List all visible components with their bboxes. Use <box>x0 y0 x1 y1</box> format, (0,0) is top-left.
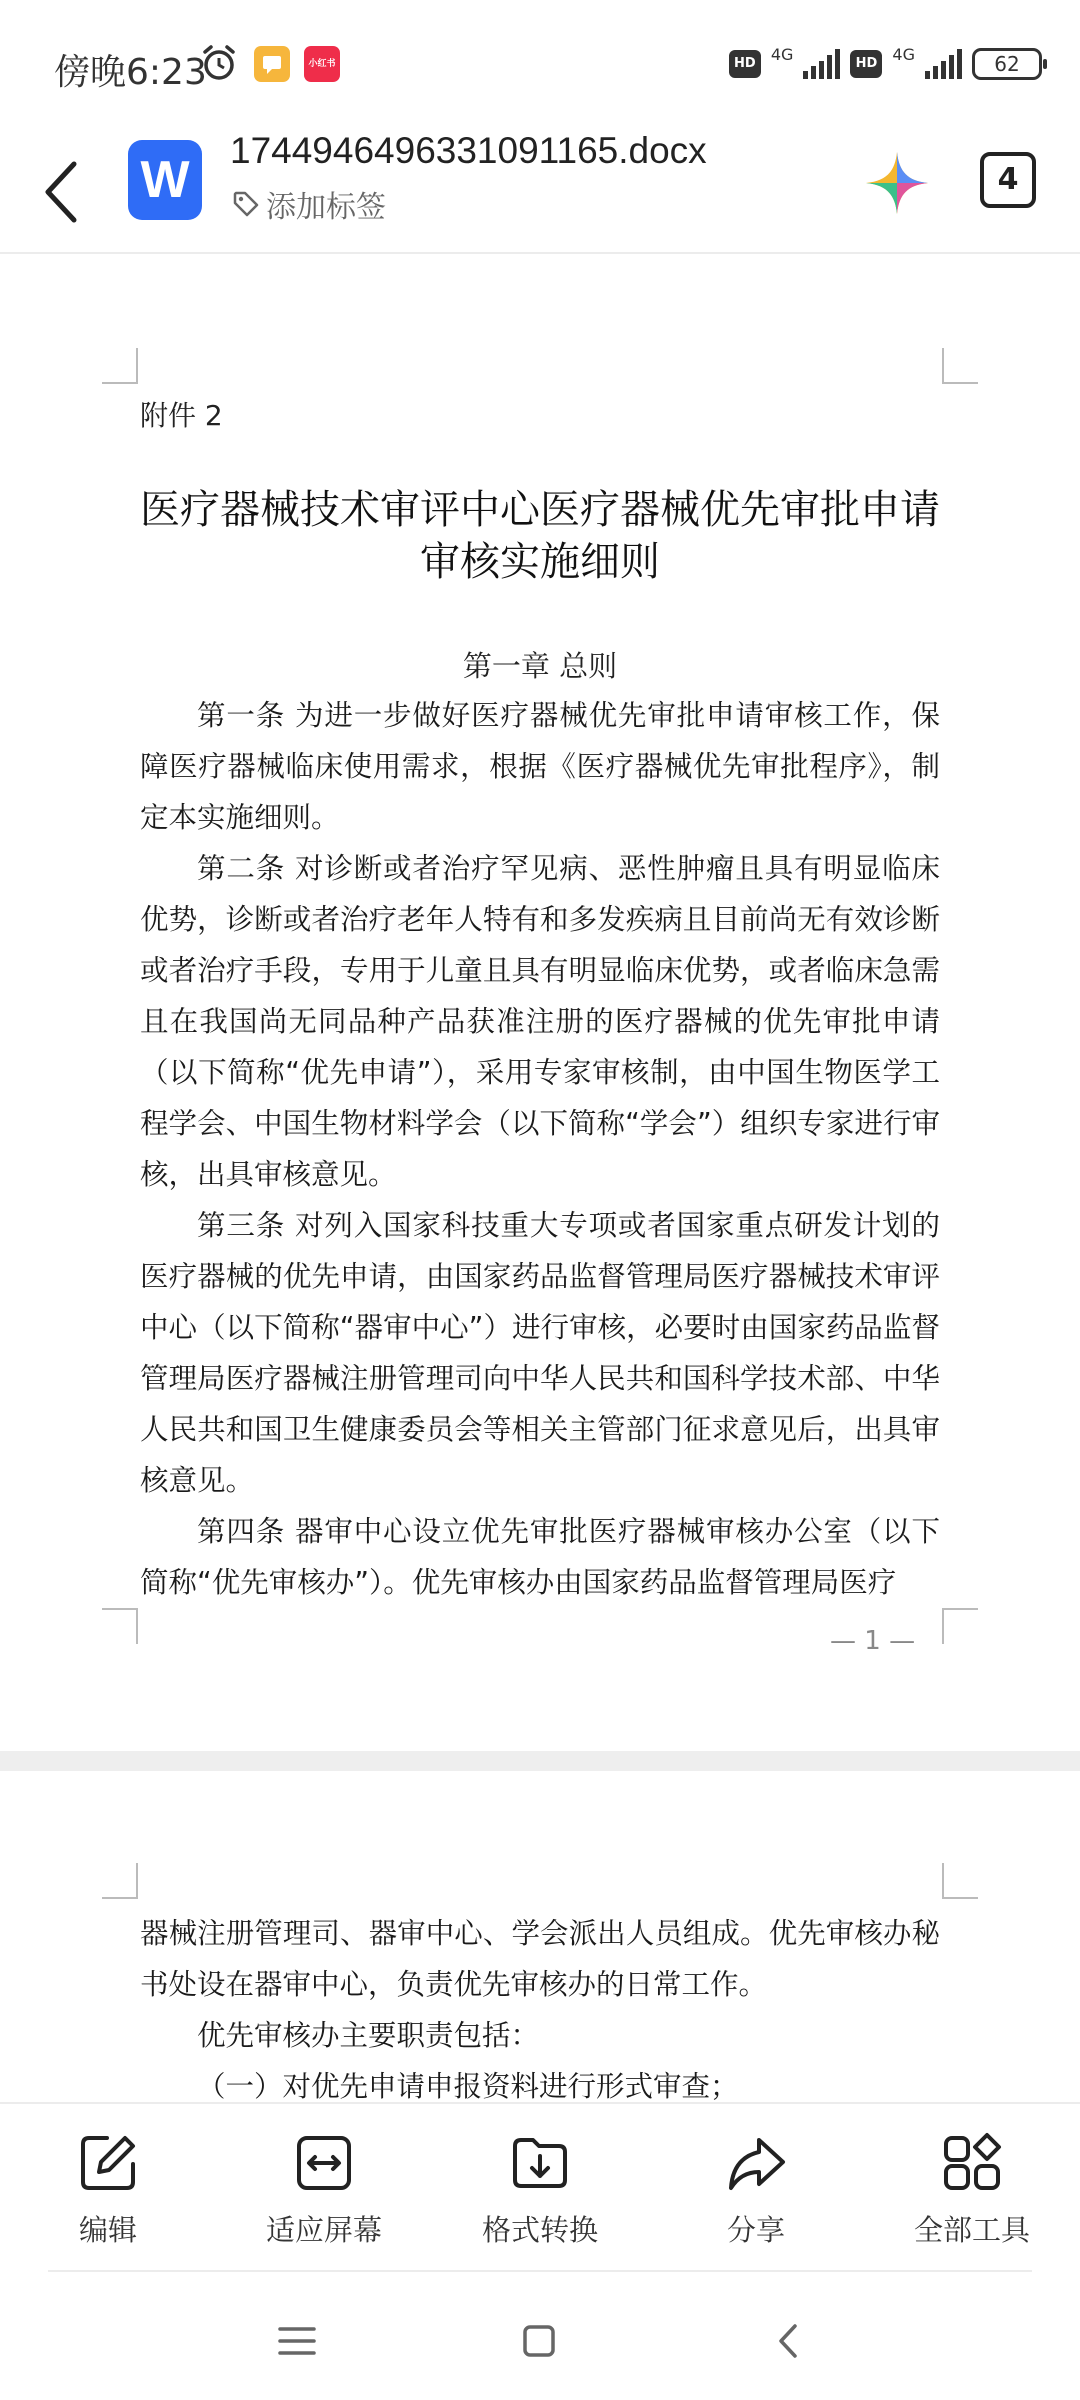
bottom-toolbar <box>0 2102 1080 2270</box>
edit-label: 编辑 <box>78 2213 137 2247</box>
format-convert-icon <box>509 2132 571 2194</box>
page-1-body <box>140 690 940 1608</box>
tag-icon <box>232 190 260 218</box>
page-corner-mark <box>102 348 138 384</box>
xiaohongshu-notification-icon: 小红书 <box>304 46 340 82</box>
fit-screen-label: 适应屏幕 <box>265 2213 382 2247</box>
all-tools-label: 全部工具 <box>913 2213 1030 2247</box>
document-title: 医疗器械技术审评中心医疗器械优先审批申请审核实施细则 <box>140 487 940 585</box>
page-corner-mark <box>102 1863 138 1899</box>
signal-strength-icon <box>925 49 962 79</box>
format-convert-label: 格式转换 <box>481 2213 598 2247</box>
page-number: — 1 — <box>830 1626 916 1656</box>
file-name: 1744946496331091165.docx <box>230 130 707 171</box>
page-corner-mark <box>102 1608 138 1644</box>
signal-strength-icon <box>803 49 840 79</box>
ai-assistant-icon[interactable] <box>862 148 932 218</box>
home-icon[interactable] <box>514 2316 564 2366</box>
page-corner-mark <box>942 1608 978 1644</box>
open-tabs-counter[interactable]: 4 <box>980 152 1036 208</box>
paragraph: 第二条 对诊断或者治疗罕见病、恶性肿瘤且具有明显临床优势，诊断或者治疗老年人特有和多发疾病且目前尚无有效诊断或者治疗手段，专用于儿童且具有明显临床优势，或者临床急需且在我国尚无同品种产品获准注册的医疗器械的优先审批申请（以下简称“优先申请”），采用专家审核制，由中国生物医学工程学会、中国生物材料学会（以下简称“学会”）组织专家进行审核，出具审核意见。 <box>140 852 940 1191</box>
document-page-2 <box>0 1771 1080 2102</box>
alarm-icon <box>200 44 238 82</box>
word-doc-icon: W <box>128 140 202 220</box>
page-corner-mark <box>942 1863 978 1899</box>
share-label: 分享 <box>726 2213 785 2247</box>
paragraph: 第三条 对列入国家科技重大专项或者国家重点研发计划的医疗器械的优先申请，由国家药品监督管理局医疗器械技术审评中心（以下简称“器审中心”）进行审核，必要时由国家药品监督管理局医疗器械注册管理司向中华人民共和国科学技术部、中华人民共和国卫生健康委员会等相关主管部门征求意见后，出具审核意见。 <box>140 1209 940 1497</box>
paragraph: （一）对优先申请申报资料进行形式审查； <box>197 2070 739 2102</box>
message-notification-icon <box>254 46 290 82</box>
hd-badge: HD <box>729 50 761 78</box>
battery-icon: 62 <box>972 48 1042 80</box>
status-bar <box>0 0 1080 130</box>
page-corner-mark <box>942 348 978 384</box>
document-header <box>0 130 1080 254</box>
format-convert-button[interactable] <box>440 2122 640 2262</box>
status-indicators <box>729 44 1042 84</box>
paragraph: 优先审核办主要职责包括： <box>197 2019 540 2052</box>
edit-button[interactable] <box>8 2122 208 2262</box>
add-tag-label: 添加标签 <box>266 190 386 225</box>
all-tools-button[interactable] <box>872 2122 1072 2262</box>
edit-icon <box>77 2132 139 2194</box>
add-tag-button[interactable] <box>232 182 386 226</box>
chapter-heading: 第一章 总则 <box>462 649 618 683</box>
attachment-label: 附件 2 <box>140 399 223 432</box>
network-type-label: 4G <box>770 44 794 64</box>
network-type-label: 4G <box>892 44 915 64</box>
page-separator <box>0 1751 1080 1771</box>
share-icon <box>725 2132 787 2194</box>
share-button[interactable] <box>656 2122 856 2262</box>
hd-badge: HD <box>850 50 882 78</box>
fit-screen-button[interactable] <box>224 2122 424 2262</box>
back-icon[interactable] <box>764 2316 814 2366</box>
system-navigation-bar <box>0 2272 1080 2400</box>
paragraph: 第一条 为进一步做好医疗器械优先审批申请审核工作，保障医疗器械临床使用需求，根据《医疗器械优先审批程序》，制定本实施细则。 <box>140 699 940 834</box>
status-time: 傍晚6:23 <box>54 52 207 93</box>
paragraph: 第四条 器审中心设立优先审批医疗器械审核办公室（以下简称“优先审核办”）。优先审核办由国家药品监督管理局医疗 <box>140 1515 940 1599</box>
fit-screen-icon <box>293 2132 355 2194</box>
paragraph: 器械注册管理司、器审中心、学会派出人员组成。优先审核办秘书处设在器审中心，负责优先审核办的日常工作。 <box>140 1917 940 2001</box>
document-viewer[interactable] <box>0 256 1080 2102</box>
back-arrow-icon[interactable] <box>34 144 94 240</box>
page-2-body <box>140 1908 940 2102</box>
menu-icon[interactable] <box>272 2316 322 2366</box>
document-page-1 <box>0 256 1080 1751</box>
all-tools-icon <box>941 2132 1003 2194</box>
